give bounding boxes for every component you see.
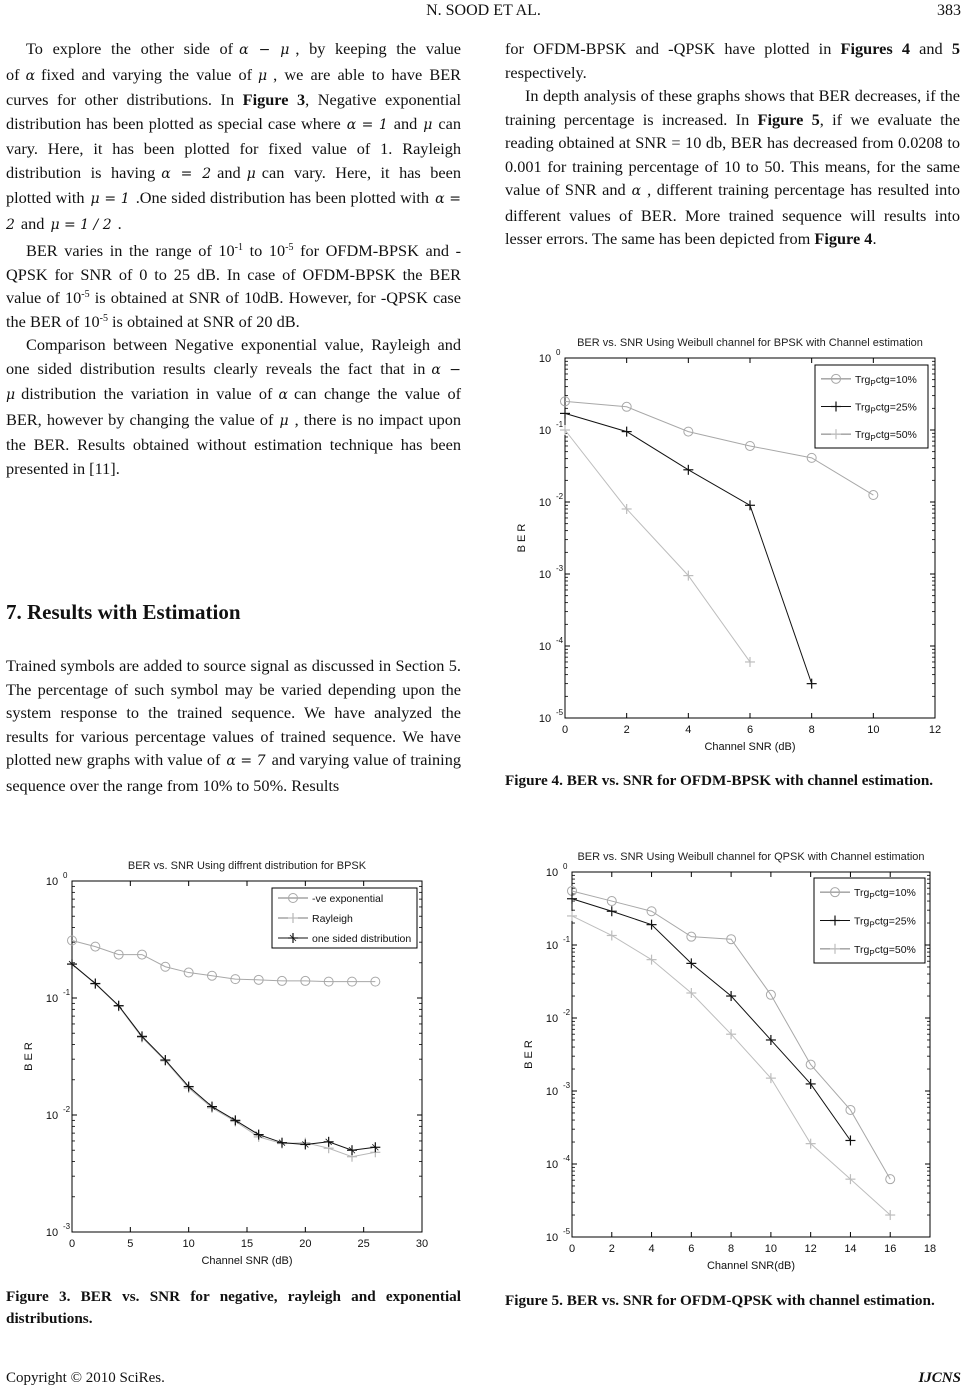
math-expression: μ <box>279 412 289 429</box>
svg-text:10: 10 <box>182 1238 195 1250</box>
paragraph: BER varies in the range of $10^{-1}$ to $10^{-5}$ for OFDM-BPSK and -QPSK for SNR of 0 to 25 dB. In case of OFDM-BPSK the BER value of $10^{-5}$ is obtained at SNR of 10dB. However, for -QPSK case the BER of $10^{-5}$ is obtained at SNR of 20 dB. <box>6 241 461 331</box>
running-title: N. SOOD ET AL. <box>426 2 541 19</box>
chart-legend <box>815 365 928 448</box>
chart-title: BER vs. SNR Using Weibull channel for QPSK with Channel estimation <box>577 851 925 863</box>
svg-text:10: 10 <box>545 1086 559 1098</box>
math-expression: μ <box>246 165 256 182</box>
svg-text:TrgPctg=50%: Trg$_P$ctg=50% <box>855 429 917 444</box>
page-header <box>0 2 967 24</box>
figure-3-chart <box>0 850 480 1270</box>
paragraph: To explore the other side of α − μ , by keeping the value of α fixed and varying the value of μ , we are able to have BER curves for other distributions. In Figure 3, Negative exponential distribution has been plotted as special case where α = 1 and μ can vary. Here, it has been plotted for fixed value of 1. Rayleigh distribution is having α = 2 and μ can vary. Here, it has been plotted with μ = 1 .One sided distribution has been plotted with α = 2 and μ = 1 / 2 . <box>6 39 462 233</box>
svg-text:TrgPctg=10%: Trg$_P$ctg=10% <box>854 887 916 902</box>
svg-text:10: 10 <box>45 993 59 1005</box>
svg-text:Channel SNR (dB): Channel SNR (dB) <box>201 1255 293 1267</box>
svg-text:Channel SNR(dB): Channel SNR(dB) <box>706 1260 796 1272</box>
chart-legend <box>814 878 925 963</box>
right-column <box>505 37 960 251</box>
paragraph: for OFDM-BPSK and -QPSK have plotted in Figures 4 and 5 respectively. <box>505 39 960 82</box>
chart-legend <box>272 888 417 948</box>
section-heading: 7. Results with Estimation <box>6 600 241 624</box>
svg-text:Channel SNR (dB): Channel SNR (dB) <box>704 741 796 753</box>
figure-5-chart <box>490 840 967 1280</box>
figure-4-caption: Figure 4. BER vs. SNR for OFDM-BPSK with channel estimation. <box>505 772 934 789</box>
svg-text:-2: -2 <box>63 1105 71 1114</box>
math-expression: μ = 1 / 2 <box>50 216 112 233</box>
paragraph: Trained symbols are added to source signal as discussed in Section 5. The percentage of such symbol may be varied depending upon the system response to the trained sequence. We have analyzed the results for various percentage values of trained sequence. We have plotted new graphs with value of α = 7 and varying value of training sequence over the range from 10% to 50%. Results <box>6 656 461 795</box>
svg-text:10: 10 <box>45 1227 59 1239</box>
chart-svg <box>490 840 967 1280</box>
chart-title: BER vs. SNR Using Weibull channel for BPSK with Channel estimation <box>577 337 923 349</box>
journal-name: IJCNS <box>918 1370 961 1386</box>
figure-reference[interactable]: Figure 4 <box>814 229 873 248</box>
left-column-continued <box>6 654 461 797</box>
svg-text:10: 10 <box>867 724 880 736</box>
svg-text:5: 5 <box>127 1238 134 1250</box>
svg-text:10: 10 <box>538 353 552 365</box>
figure-reference[interactable]: Figure 3 <box>242 90 306 109</box>
svg-text:-1: -1 <box>556 420 564 429</box>
svg-text:B E R: B E R <box>23 1042 35 1071</box>
svg-text:10: 10 <box>45 876 59 888</box>
chart-title: BER vs. SNR Using diffrent distribution for BPSK <box>127 860 367 872</box>
svg-text:4: 4 <box>685 724 692 736</box>
svg-text:-1: -1 <box>63 988 71 997</box>
math-expression: α <box>278 387 288 403</box>
svg-text:0: 0 <box>568 1243 576 1255</box>
svg-text:10: 10 <box>538 569 552 581</box>
svg-text:B E R: B E R <box>523 1040 535 1069</box>
svg-text:-4: -4 <box>563 1154 571 1163</box>
svg-text:8: 8 <box>728 1243 735 1255</box>
figure-reference[interactable]: 5 <box>951 39 960 58</box>
svg-text:10: 10 <box>538 425 552 437</box>
figure-5-caption: Figure 5. BER vs. SNR for OFDM-QPSK with channel estimation. <box>505 1292 935 1309</box>
math-expression: α − μ <box>6 361 461 403</box>
svg-text:10: 10 <box>545 1232 559 1244</box>
svg-text:20: 20 <box>299 1238 312 1250</box>
copyright: Copyright © 2010 SciRes. <box>6 1370 165 1386</box>
math-expression: α <box>25 67 36 84</box>
svg-text:8: 8 <box>808 724 815 736</box>
svg-text:-3: -3 <box>563 1081 571 1090</box>
svg-text:10: 10 <box>545 940 559 952</box>
math-expression: μ = 1 <box>90 191 130 207</box>
figure-4-chart <box>490 325 967 755</box>
svg-text:10: 10 <box>45 1110 59 1122</box>
svg-text:2: 2 <box>608 1243 615 1255</box>
svg-text:TrgPctg=10%: Trg$_P$ctg=10% <box>855 373 917 388</box>
svg-text:18: 18 <box>923 1243 937 1255</box>
svg-text:10: 10 <box>538 713 552 725</box>
svg-text:12: 12 <box>928 724 942 736</box>
svg-text:14: 14 <box>844 1243 857 1255</box>
svg-text:one sided distribution: one sided distribution <box>312 933 412 945</box>
svg-text:0: 0 <box>556 348 561 357</box>
figure-reference[interactable]: Figure 5 <box>757 109 820 129</box>
svg-text:-3: -3 <box>63 1222 71 1231</box>
figure-3-caption: Figure 3. BER vs. SNR for negative, rayleigh and exponential distributions. <box>6 1288 461 1327</box>
svg-text:0: 0 <box>563 862 568 871</box>
svg-text:-2: -2 <box>563 1008 571 1017</box>
chart-svg <box>0 850 480 1270</box>
svg-text:-ve exponential: -ve exponential <box>312 893 384 905</box>
left-column <box>6 37 461 480</box>
svg-text:0: 0 <box>63 871 68 880</box>
math-expression: μ <box>258 67 268 84</box>
svg-text:0: 0 <box>68 1238 76 1250</box>
svg-text:10: 10 <box>545 1159 559 1171</box>
svg-text:6: 6 <box>746 724 754 736</box>
svg-text:TrgPctg=50%: Trg$_P$ctg=50% <box>854 943 916 958</box>
svg-text:10: 10 <box>538 641 552 653</box>
svg-text:-2: -2 <box>556 492 564 501</box>
math-expression: α − μ <box>239 42 290 58</box>
svg-text:10: 10 <box>545 867 559 879</box>
svg-text:-5: -5 <box>556 708 564 717</box>
svg-text:B E R: B E R <box>516 523 528 553</box>
math-expression: α = 2 <box>161 165 212 182</box>
figure-reference[interactable]: Figures 4 <box>840 39 910 58</box>
page-number: 383 <box>937 2 961 19</box>
svg-text:-1: -1 <box>563 935 571 944</box>
svg-text:-4: -4 <box>556 636 564 645</box>
svg-text:30: 30 <box>415 1238 429 1250</box>
math-expression: α = 1 <box>346 116 388 133</box>
svg-text:10: 10 <box>538 497 552 509</box>
svg-text:12: 12 <box>804 1243 817 1255</box>
svg-text:4: 4 <box>648 1243 655 1255</box>
svg-text:Rayleigh: Rayleigh <box>312 913 353 925</box>
math-expression: α = 7 <box>226 753 266 769</box>
svg-text:0: 0 <box>561 724 569 736</box>
svg-text:10: 10 <box>545 1013 559 1025</box>
svg-text:16: 16 <box>884 1243 897 1255</box>
chart-svg <box>490 325 967 755</box>
svg-text:2: 2 <box>623 724 630 736</box>
paragraph: In depth analysis of these graphs shows that BER decreases, if the training percentage is increased. In Figure 5, if we evaluate the reading obtained at SNR = 10 db, BER has decreased from 0.0208 to 0.001 for training percentage of 10 to 50. This means, for the same value of SNR and α , different training percentage has resulted into different values of BER. More trained sequence will results into lesser errors. The same has been depicted from Figure 4. <box>505 86 960 248</box>
paragraph: Comparison between Negative exponential value, Rayleigh and one sided distribution results clearly reveals the fact that in α − μ distribution the variation in value of α can change the value of BER, however by changing the value of μ , there is no impact upon the BER. Results obtained without estimation technique has been presented in [11]. <box>6 335 462 478</box>
svg-text:10: 10 <box>764 1243 778 1255</box>
svg-text:-3: -3 <box>556 564 564 573</box>
math-expression: μ <box>423 116 433 133</box>
svg-text:TrgPctg=25%: Trg$_P$ctg=25% <box>855 401 917 416</box>
math-expression: α <box>631 183 642 199</box>
svg-text:15: 15 <box>240 1238 254 1250</box>
svg-text:25: 25 <box>357 1238 370 1250</box>
svg-text:-5: -5 <box>563 1227 571 1236</box>
math-expression: α = 2 <box>6 191 461 233</box>
svg-text:6: 6 <box>688 1243 695 1255</box>
svg-text:TrgPctg=25%: Trg$_P$ctg=25% <box>854 915 916 930</box>
